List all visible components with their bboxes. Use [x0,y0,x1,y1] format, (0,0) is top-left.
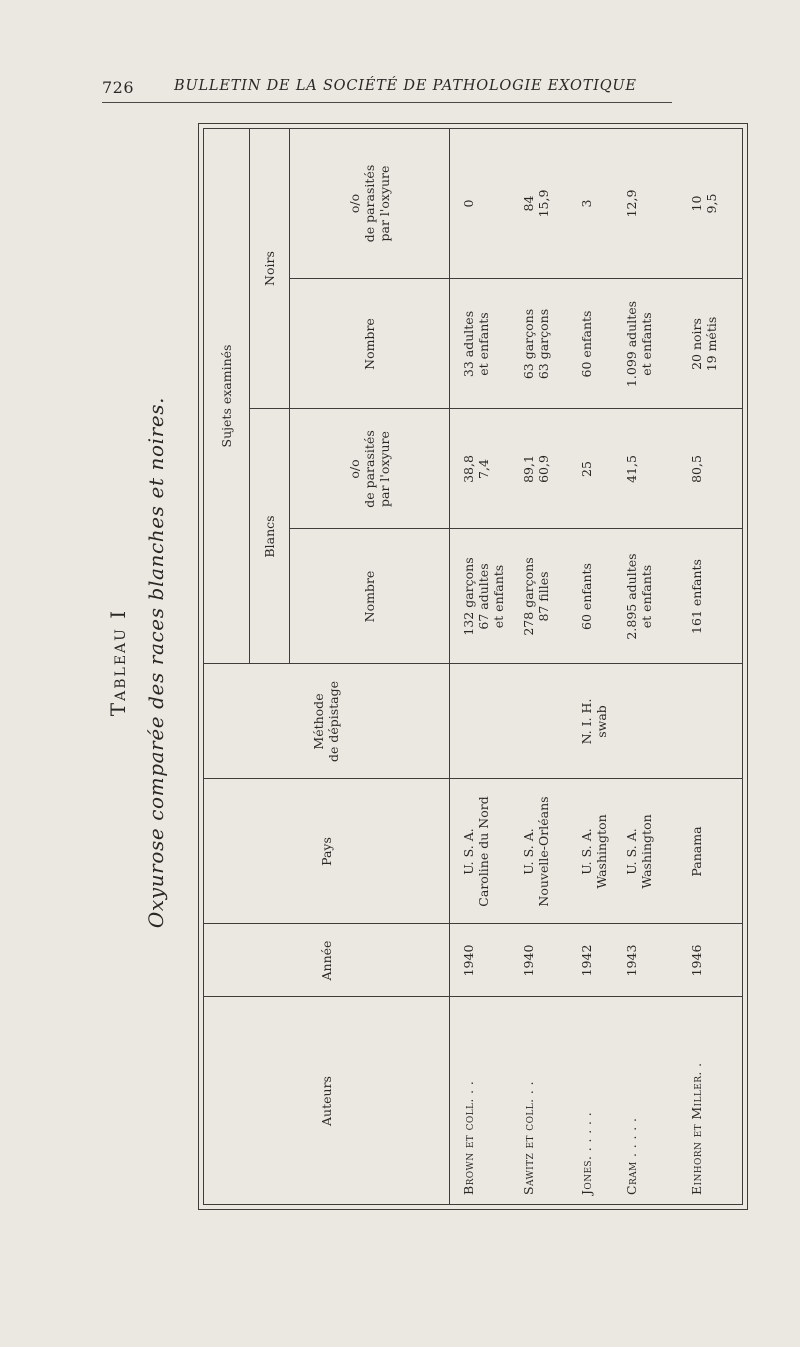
cell-line: 1942 [579,944,594,977]
cell-line: 3 [579,199,594,208]
cell-pays [461,779,491,924]
header-nombre-noirs: Nombre [361,318,377,370]
cell-line: N. I. H. [579,698,594,745]
cell-blancs-nombre [521,529,551,664]
journal-title: BULLETIN DE LA SOCIÉTÉ DE PATHOLOGIE EXOTIQUE [174,78,637,94]
rotated-table-region [100,115,750,1210]
cell-noirs-nombre [624,279,654,409]
cell-blancs-pct [624,409,639,529]
cell-line: 10 [689,195,704,212]
cell-line: et enfants [491,564,506,629]
cell-auteurs [521,999,536,1195]
cell-line: 2.895 adultes [624,553,639,640]
cell-line: 67 adultes [476,563,491,630]
cell-pays [689,779,704,924]
header-annee: Année [318,940,334,981]
cell-line: et enfants [639,564,654,629]
cell-line: 33 adultes [461,310,476,378]
cell-annee [461,924,476,997]
cell-line: Caroline du Nord [476,796,491,907]
cell-noirs-nombre [461,279,491,409]
cell-auteurs [461,999,476,1195]
data-table [198,123,748,1210]
cell-noirs-pct [624,128,639,279]
cell-line: 161 enfants [689,559,704,634]
cell-line: Einhorn et Miller. . [689,1062,704,1195]
cell-pays [579,779,609,924]
cell-noirs-pct [579,128,594,279]
table-caption [100,115,200,1210]
header-auteurs: Auteurs [318,1076,334,1126]
cell-noirs-pct [461,128,476,279]
cell-line: 12,9 [624,189,639,218]
cell-annee [579,924,594,997]
cell-blancs-pct [579,409,594,529]
cell-line: Brown et coll. . . [461,1080,476,1195]
cell-line: 19 métis [704,316,719,372]
cell-line: 1.099 adultes [624,300,639,388]
cell-pays [624,779,654,924]
cell-line: 1940 [521,944,536,977]
cell-line: Cram . . . . . [624,1117,639,1195]
cell-auteurs [689,999,704,1195]
cell-line: 7,4 [476,459,491,479]
cell-line: Washington [639,814,654,889]
cell-line: 63 garçons [521,308,536,380]
cell-line: 60,9 [536,455,551,483]
header-sujets: Sujets examinés [218,344,234,448]
cell-line: et enfants [476,312,491,376]
page-number: 726 [102,78,135,97]
cell-annee [521,924,536,997]
cell-line: 1946 [689,944,704,977]
cell-line: U. S. A. [521,828,536,875]
header-methode: Méthode de dépistage [311,680,341,763]
cell-line: 20 noirs [689,318,704,370]
cell-noirs-pct [521,128,551,279]
cell-blancs-pct [689,409,704,529]
cell-annee [624,924,639,997]
cell-line: 38,8 [461,455,476,483]
cell-blancs-nombre [689,529,704,664]
header-nombre-blancs: Nombre [361,570,377,623]
cell-line: U. S. A. [579,828,594,875]
cell-auteurs [624,999,639,1195]
cell-blancs-nombre [624,529,654,664]
cell-noirs-nombre [579,279,594,409]
cell-line: Sawitz et coll. . . [521,1081,536,1195]
cell-noirs-pct [689,128,719,279]
cell-line: U. S. A. [624,828,639,875]
cell-line: Jones. . . . . . [579,1111,594,1195]
cell-blancs-nombre [461,529,506,664]
cell-line: 41,5 [624,455,639,483]
running-head [102,76,672,103]
cell-line: 84 [521,195,536,212]
cell-line: 1943 [624,944,639,977]
cell-line: 25 [579,461,594,477]
cell-line: swab [594,705,609,738]
cell-line: 9,5 [704,193,719,214]
cell-blancs-nombre [579,529,594,664]
cell-line: 80,5 [689,455,704,483]
header-blancs: Blancs [261,515,277,558]
cell-line: 1940 [461,944,476,977]
cell-line: Nouvelle-Orléans [536,796,551,907]
cell-blancs-pct [461,409,491,529]
cell-line: et enfants [639,312,654,376]
cell-blancs-pct [521,409,551,529]
header-pct-noirs: o/o de parasités par l'oxyure [346,164,392,243]
table-title: Tableau I [106,608,130,717]
cell-line: 15,9 [536,189,551,218]
cell-line: 87 filles [536,571,551,622]
cell-annee [689,924,704,997]
cell-noirs-nombre [521,279,551,409]
header-pays: Pays [318,837,334,866]
cell-methode [579,664,609,779]
cell-line: 89,1 [521,455,536,483]
cell-line: 60 enfants [579,563,594,630]
cell-line: 278 garçons [521,557,536,636]
header-pct-blancs: o/o de parasités par l'oxyure [346,430,392,508]
cell-line: 132 garçons [461,557,476,636]
cell-line: 0 [461,199,476,208]
cell-noirs-nombre [689,279,719,409]
cell-line: 63 garçons [536,308,551,380]
cell-line: Panama [689,826,704,877]
cell-pays [521,779,551,924]
cell-auteurs [579,999,594,1195]
cell-line: U. S. A. [461,828,476,875]
cell-line: Washington [594,814,609,889]
header-noirs: Noirs [261,251,277,286]
table-subtitle: Oxyurose comparée des races blanches et noires. [144,396,168,929]
cell-line: 60 enfants [579,310,594,378]
